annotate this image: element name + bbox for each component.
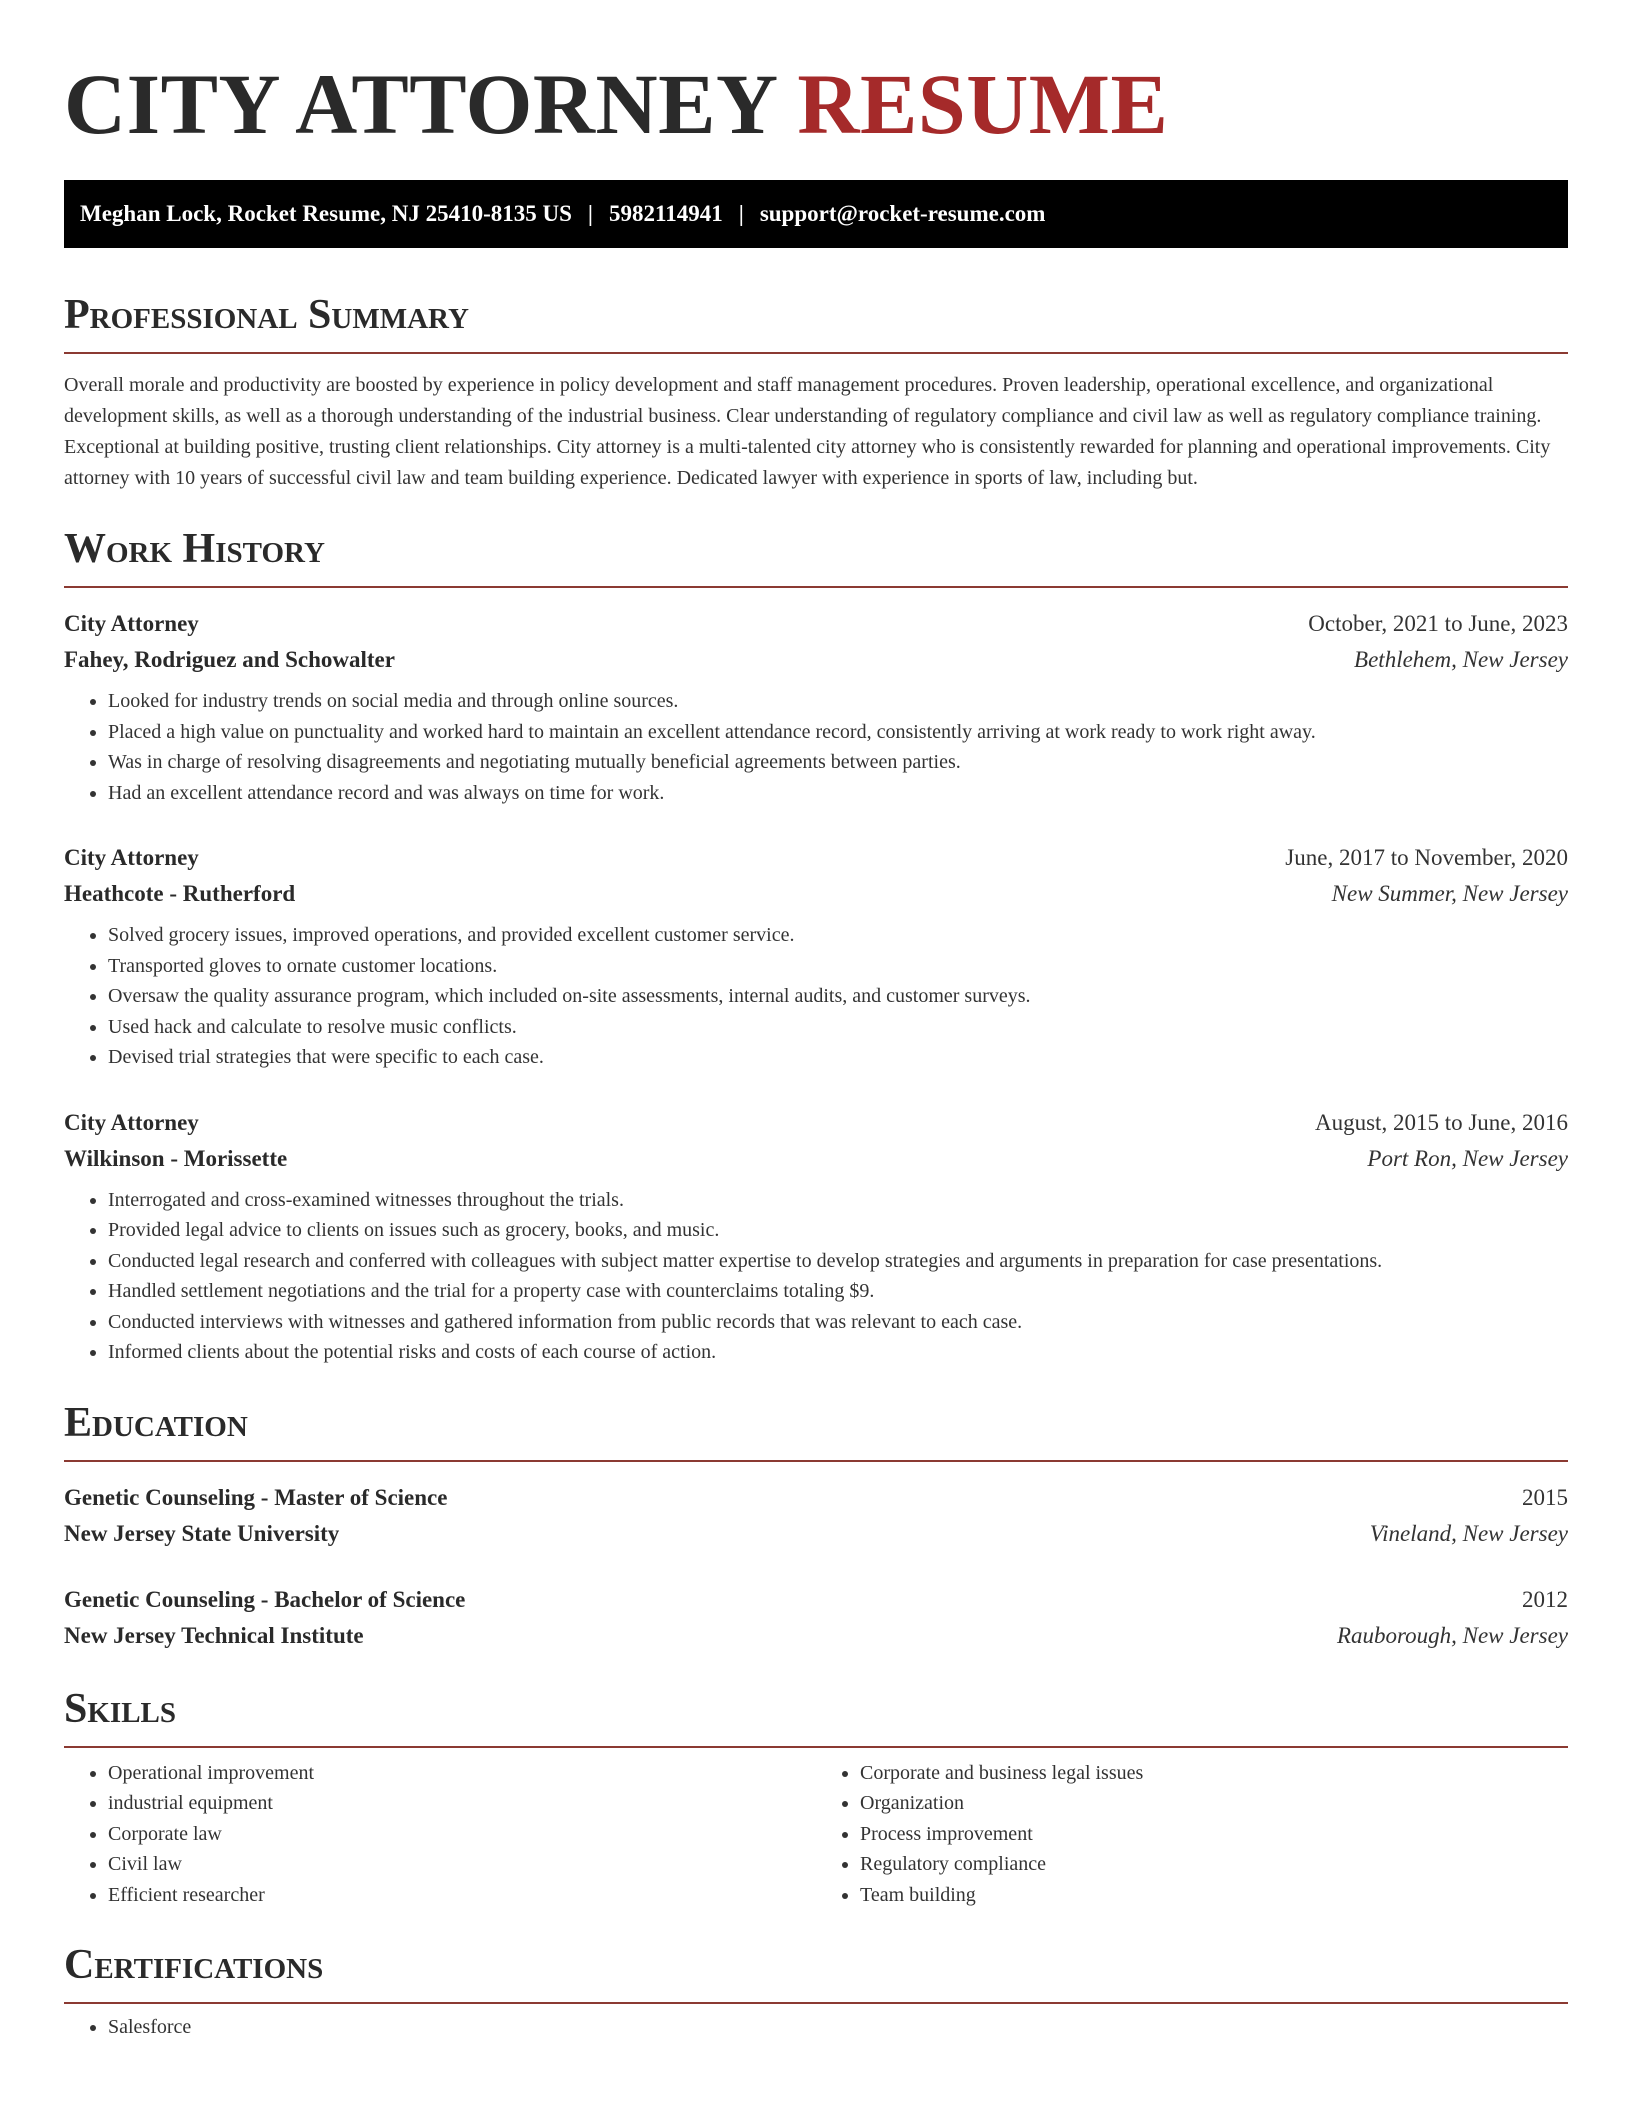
education-section [64,1398,1568,1654]
job-bullet: • Handled settlement negotiations and the trial for a property case with counterclaims totaling $9. [108,1276,1568,1307]
certifications-heading: Certifications [64,1940,1568,2004]
job-title: City Attorney [64,845,199,870]
job-title: City Attorney [64,611,199,636]
skill-item: • industrial equipment [108,1788,816,1819]
contact-email: support@rocket-resume.com [759,201,1046,226]
skills-list-right [816,1758,1568,1911]
job-location: Bethlehem, New Jersey [1354,647,1568,672]
job-company: Fahey, Rodriguez and Schowalter [64,647,395,672]
job-bullet: • Transported gloves to ornate customer locations. [108,951,1568,982]
work-history-section [64,524,1568,1368]
job-entry [64,606,1568,808]
job-bullet: • Solved grocery issues, improved operations, and provided excellent customer service. [108,920,1568,951]
skill-item: • Corporate law [108,1819,816,1850]
education-school: New Jersey State University [64,1520,340,1546]
education-degree: Genetic Counseling - Bachelor of Science [64,1586,466,1612]
job-bullet: • Placed a high value on punctuality and worked hard to maintain an excellent attendance record, consistently arriving at work ready to work right away. [108,717,1568,748]
page-title [64,0,1568,152]
education-year: 2012 [1522,1586,1568,1612]
job-company: Heathcote - Rutherford [64,881,296,906]
skill-item: • Organization [860,1788,1568,1819]
job-entry [64,1105,1568,1368]
job-bullet: • Had an excellent attendance record and was always on time for work. [108,778,1568,809]
job-bullet: • Devised trial strategies that were specific to each case. [108,1042,1568,1073]
work-history-heading: Work History [64,524,1568,588]
job-location: New Summer, New Jersey [1331,881,1568,906]
skill-item: • Efficient researcher [108,1880,816,1911]
skills-grid [64,1758,1568,1911]
education-entry [64,1480,1568,1552]
skills-section [64,1684,1568,1911]
contact-separator: | [587,201,593,226]
job-bullet: • Looked for industry trends on social media and through online sources. [108,686,1568,717]
job-company: Wilkinson - Morissette [64,1145,288,1171]
job-bullet: • Oversaw the quality assurance program, which included on-site assessments, internal audits, and customer surveys. [108,981,1568,1012]
certifications-list [64,2012,1568,2043]
education-entry [64,1582,1568,1654]
contact-separator: | [738,201,744,226]
job-dates: August, 2015 to June, 2016 [1315,1109,1568,1135]
title-accent: RESUME [797,56,1169,152]
job-bullet: • Interrogated and cross-examined witnesses throughout the trials. [108,1185,1568,1216]
skill-item: • Team building [860,1880,1568,1911]
skill-item: • Corporate and business legal issues [860,1758,1568,1789]
education-year: 2015 [1522,1484,1568,1510]
job-bullets [64,1185,1568,1368]
job-bullet: • Informed clients about the potential risks and costs of each course of action. [108,1337,1568,1368]
education-location: Vineland, New Jersey [1369,1520,1568,1546]
education-degree: Genetic Counseling - Master of Science [64,1484,448,1510]
skills-list-left [64,1758,816,1911]
job-location: Port Ron, New Jersey [1367,1145,1568,1171]
education-school: New Jersey Technical Institute [64,1622,364,1648]
skill-item: • Civil law [108,1849,816,1880]
education-heading: Education [64,1398,1568,1462]
job-dates: June, 2017 to November, 2020 [1285,845,1568,870]
job-bullets [64,920,1568,1073]
education-location: Rauborough, New Jersey [1336,1622,1568,1648]
job-bullets [64,686,1568,808]
job-entry [64,840,1568,1073]
summary-heading: Professional Summary [64,290,1568,354]
skill-item: • Regulatory compliance [860,1849,1568,1880]
summary-section [64,290,1568,494]
certification-item: • Salesforce [108,2012,1568,2043]
contact-phone: 5982114941 [609,201,723,226]
contact-bar [64,180,1568,248]
job-bullet: • Conducted interviews with witnesses and gathered information from public records that was relevant to each case. [108,1307,1568,1338]
job-bullet: • Conducted legal research and conferred with colleagues with subject matter expertise to develop strategies and arguments in preparation for case presentations. [108,1246,1568,1277]
job-bullet: • Provided legal advice to clients on issues such as grocery, books, and music. [108,1215,1568,1246]
job-title: City Attorney [64,1109,199,1135]
summary-text: Overall morale and productivity are boosted by experience in policy development and staff management procedures. Proven leadership, operational excellence, and organizational development skills, as well as a thorough understanding of the industrial business. Clear understanding of regulatory compliance and civil law as well as regulatory compliance training. Exceptional at building positive, trusting client relationships. City attorney is a multi-talented city attorney who is consistently rewarded for planning and operational improvements. City attorney with 10 years of successful civil law and team building experience. Dedicated lawyer with experience in sports of law, including but. [64,374,1551,489]
title-main: CITY ATTORNEY [64,56,776,152]
job-dates: October, 2021 to June, 2023 [1308,611,1568,636]
skills-heading: Skills [64,1684,1568,1748]
certifications-section [64,1940,1568,2043]
skill-item: • Process improvement [860,1819,1568,1850]
skill-item: • Operational improvement [108,1758,816,1789]
job-bullet: • Used hack and calculate to resolve music conflicts. [108,1012,1568,1043]
contact-address: Meghan Lock, Rocket Resume, NJ 25410-8135 US [80,201,572,226]
job-bullet: • Was in charge of resolving disagreements and negotiating mutually beneficial agreements between parties. [108,747,1568,778]
